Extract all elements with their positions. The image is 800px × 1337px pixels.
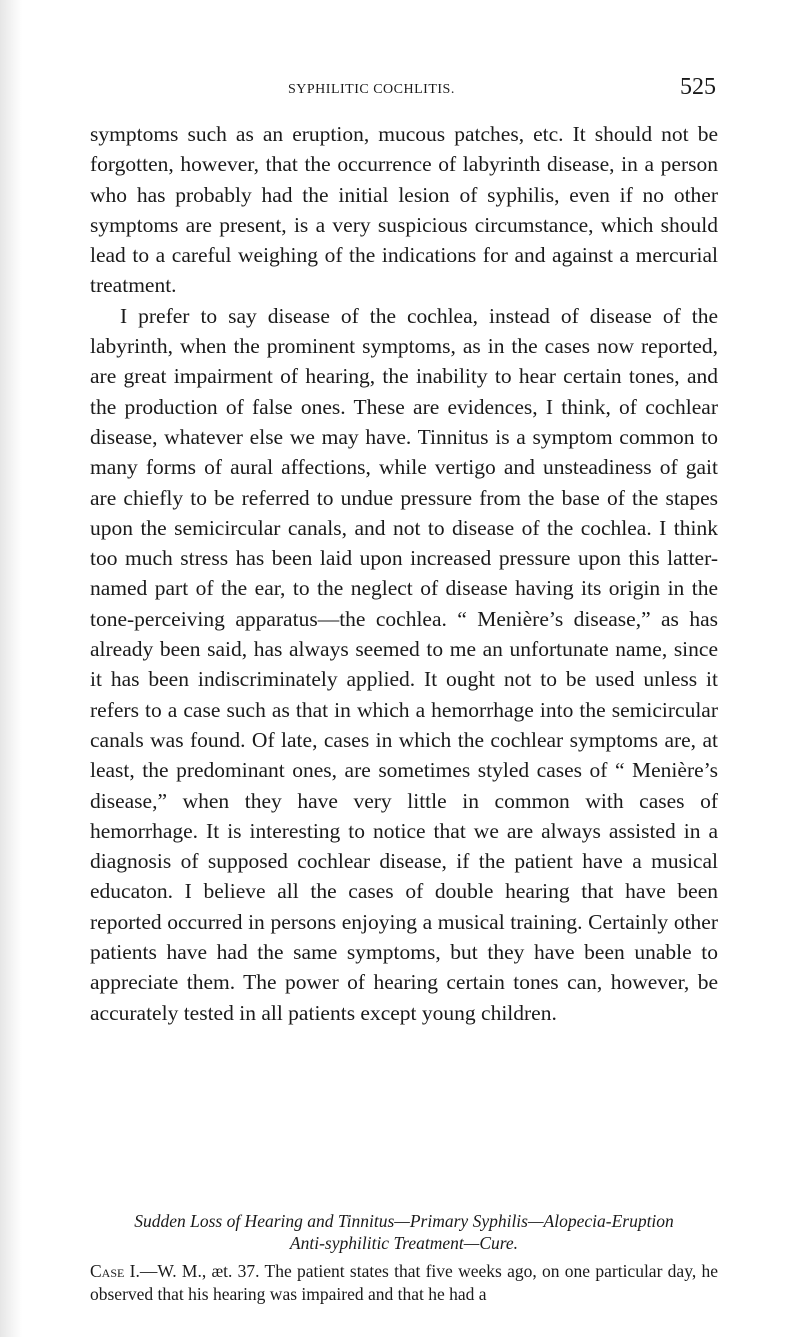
page-number: 525 [680, 74, 716, 100]
body-text [90, 119, 718, 1028]
page-header [90, 72, 716, 108]
case-heading-line-2: Anti-syphilitic Treatment—Cure. [289, 1233, 519, 1253]
page-edge-shadow [0, 0, 22, 1337]
case-heading-line-1: Sudden Loss of Hearing and Tinnitus—Primary Syphilis—Alopecia-Eruption [134, 1211, 674, 1231]
running-head: SYPHILITIC COCHLITIS. [288, 82, 455, 97]
case-heading [90, 1210, 718, 1254]
paragraph-1: symptoms such as an eruption, mucous patches, etc. It should not be forgotten, however, that the occurrence of labyrinth disease, in a person who has probably had the initial lesion of syphilis, even if no other symptoms are present, is a very suspicious circumstance, which should lead to a careful weighing of the indications for and against a mercurial treatment. [90, 122, 718, 298]
paragraph-2: I prefer to say disease of the cochlea, instead of disease of the labyrinth, when the prominent symptoms, as in the cases now reported, are great impairment of hearing, the inability to hear certain tones, and the production of false ones. These are evidences, I think, of cochlear disease, whatever else we may have. Tinnitus is a symptom common to many forms of aural affections, while vertigo and unsteadiness of gait are chiefly to be referred to undue pressure from the base of the stapes upon the semicircular canals, and not to disease of the cochlea. I think too much stress has been laid upon increased pressure upon this latter-named part of the ear, to the neglect of disease having its origin in the tone-perceiving apparatus—the cochlea. “ Menière’s disease,” as has already been said, has always seemed to me an unfortunate name, since it has been indiscriminately applied. It ought not to be used unless it refers to a case such as that in which a hemorrhage into the semicircular canals was found. Of late, cases in which the cochlear symptoms are, at least, the predominant ones, are sometimes styled cases of “ Menière’s disease,” when they have very little in common with cases of hemorrhage. It is interesting to notice that we are always assisted in a diagnosis of supposed cochlear disease, if the patient have a musical educaton. I believe all the cases of double hearing that have been reported occurred in persons enjoying a musical training. Certainly other patients have had the same symptoms, but they have been unable to appreciate them. The power of hearing certain tones can, however, be accurately tested in all patients except young children. [90, 303, 718, 1025]
case-label: Case I. [90, 1261, 140, 1281]
case-paragraph [90, 1260, 718, 1306]
case-text: —W. M., æt. 37. The patient states that five weeks ago, on one particular day, he observed that his hearing was impaired and that he had a [90, 1261, 718, 1304]
